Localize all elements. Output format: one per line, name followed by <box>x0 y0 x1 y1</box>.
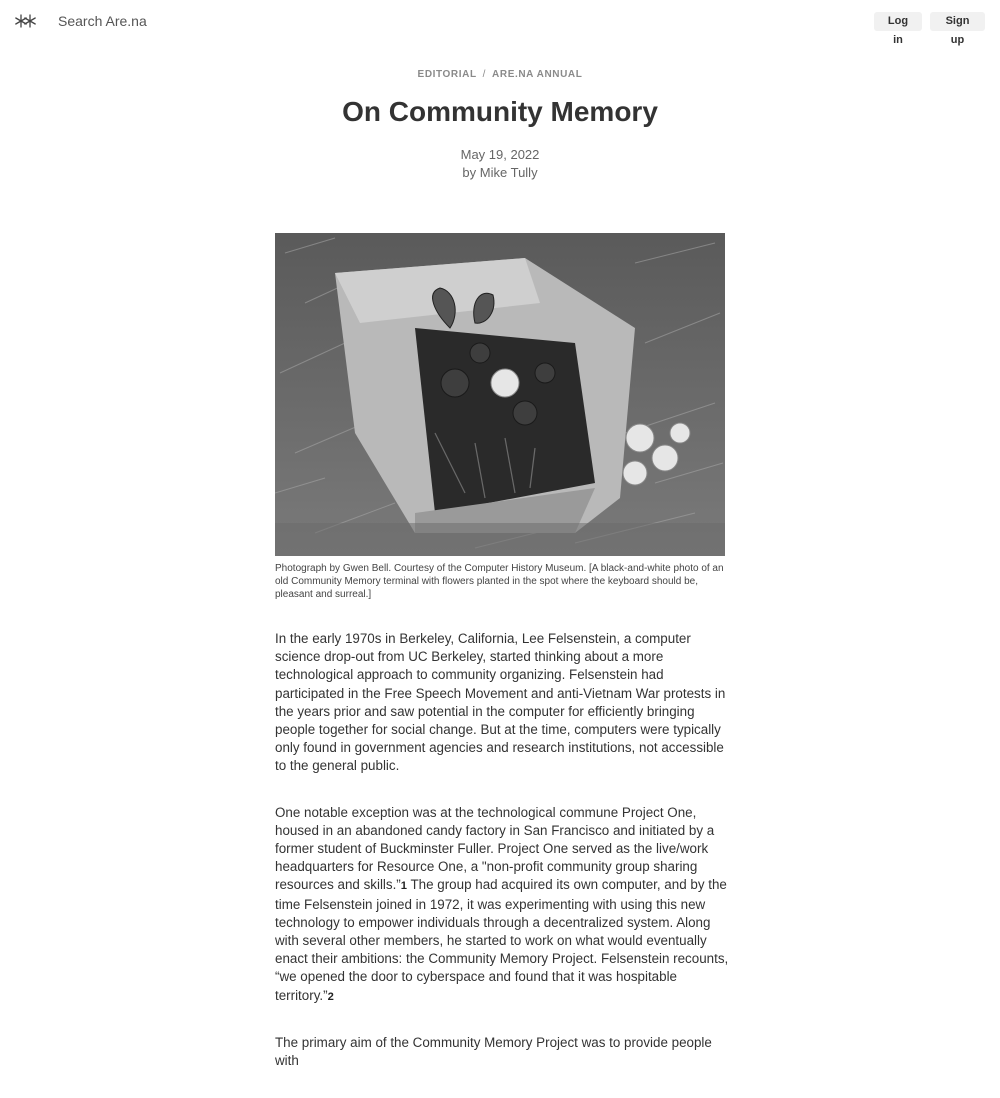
article-body <box>275 630 730 1098</box>
author-link[interactable]: Mike Tully <box>479 165 538 180</box>
asterisk-pair-icon[interactable] <box>14 12 38 30</box>
community-memory-terminal-photo <box>275 233 725 556</box>
footnote-2-link[interactable]: 2 <box>327 990 334 1003</box>
byline-prefix: by <box>462 165 477 180</box>
image-caption: Photograph by Gwen Bell. Courtesy of the Computer History Museum. [A black-and-white photo of an old Community Memory terminal with flowers planted in the spot where the keyboard should be, pleasant and surreal.] <box>275 563 724 600</box>
byline <box>0 165 1000 180</box>
top-bar <box>0 0 1000 46</box>
page-title: On Community Memory <box>342 96 658 127</box>
breadcrumb-annual-link[interactable]: ARE.NA ANNUAL <box>492 69 583 80</box>
paragraph-3: The primary aim of the Community Memory Project was to provide people with <box>275 1034 712 1069</box>
paragraph-2-part-b: The group had acquired its own computer, and by the time Felsenstein joined in 1972, it was experimenting with using this new technology to empower individuals through a decentralized system. Along with several other members, he started to work on what would eventually enact their ambitions: the Community Memory Project. Felsenstein recounts, “we opened the door to cyberspace and found that it was hospitable territory.” <box>275 877 729 1003</box>
breadcrumb-separator: / <box>482 69 487 80</box>
breadcrumb-editorial-link[interactable]: EDITORIAL <box>417 69 477 80</box>
login-button[interactable]: Log in <box>874 12 922 31</box>
signup-button[interactable]: Sign up <box>930 12 985 31</box>
search-input[interactable] <box>52 8 364 34</box>
publish-date: May 19, 2022 <box>460 147 540 162</box>
paragraph-2 <box>275 804 730 1006</box>
breadcrumb <box>0 69 1000 80</box>
paragraph-2-part-a: One notable exception was at the technological commune Project One, housed in an abandoned candy factory in San Francisco and initiated by a former student of Buckminster Fuller. Project One served as the live/work headquarters for Resource One, a "non-profit community group sharing resources and skills.” <box>275 804 715 893</box>
paragraph-1: In the early 1970s in Berkeley, California, Lee Felsenstein, a computer science drop-out from UC Berkeley, started thinking about a more technological approach to community organizing. Felsenstein had participated in the Free Speech Movement and anti-Vietnam War protests in the years prior and saw potential in the computer for efficiently bringing people together for social change. But at the time, computers were typically only found in government agencies and research institutions, not accessible to the general public. <box>275 631 726 774</box>
footnote-1-link[interactable]: 1 <box>400 880 407 893</box>
